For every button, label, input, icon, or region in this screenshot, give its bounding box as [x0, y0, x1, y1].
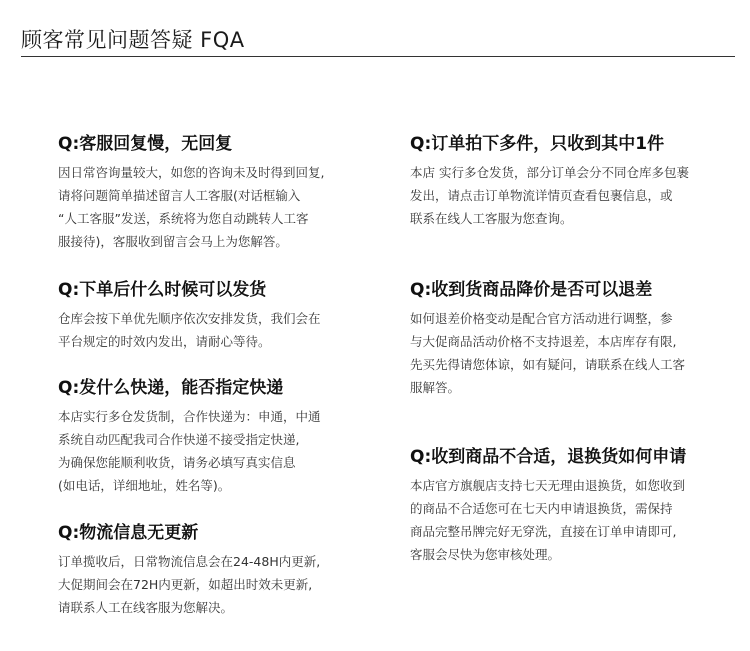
faq-item-returns: [410, 446, 710, 566]
faq-answer: 本店 实行多仓发货，部分订单会分不同仓库多包裹 发出，请点击订单物流详情页查看包裹信息，或 联系在线人工客服为您查询。: [410, 165, 689, 226]
faq-item-ship-time: [58, 279, 358, 353]
faq-answer: 本店实行多仓发货制，合作快递为：申通，中通 系统自动匹配我司合作快递不接受指定快递, 为确保您能顺利收货，请务必填写真实信息 (如电话，详细地址，姓名等)。: [58, 409, 321, 493]
faq-question: Q:发什么快递，能否指定快递: [58, 378, 284, 398]
faq-question: Q:收到货商品降价是否可以退差: [410, 280, 653, 300]
faq-item-price-drop: [410, 279, 710, 399]
faq-item-logistics: [58, 522, 358, 619]
faq-item-courier: [58, 377, 358, 497]
faq-item-reply-slow: [58, 133, 358, 253]
faq-answer: 仓库会按下单优先顺序依次安排发货，我们会在 平台规定的时效内发出，请耐心等待。: [58, 311, 321, 349]
faq-answer: 因日常咨询量较大，如您的咨询未及时得到回复, 请将问题简单描述留言人工客服(对话框输入 “人工客服”发送，系统将为您自动跳转人工客 服接待)，客服收到留言会马上为您解答。: [58, 165, 325, 249]
faq-question: Q:收到商品不合适，退换货如何申请: [410, 447, 687, 467]
faq-answer: 如何退差价格变动是配合官方活动进行调整，参 与大促商品活动价格不支持退差，本店库存有限, 先买先得请您体谅，如有疑问，请联系在线人工客 服解答。: [410, 311, 686, 395]
faq-item-partial-delivery: [410, 133, 710, 230]
page-title: 顾客常见问题答疑 FQA: [21, 28, 245, 52]
faq-answer: 订单揽收后，日常物流信息会在24-48H内更新, 大促期间会在72H内更新，如超出时效未更新, 请联系人工在线客服为您解决。: [58, 554, 321, 615]
faq-question: Q:订单拍下多件，只收到其中1件: [410, 134, 665, 154]
title-divider: [21, 56, 735, 57]
faq-question: Q:物流信息无更新: [58, 523, 199, 543]
faq-question: Q:下单后什么时候可以发货: [58, 280, 267, 300]
faq-question: Q:客服回复慢，无回复: [58, 134, 233, 154]
faq-answer: 本店官方旗舰店支持七天无理由退换货，如您收到 的商品不合适您可在七天内申请退换货，需保持 商品完整吊牌完好无穿洗，直接在订单申请即可, 客服会尽快为您审核处理。: [410, 478, 686, 562]
